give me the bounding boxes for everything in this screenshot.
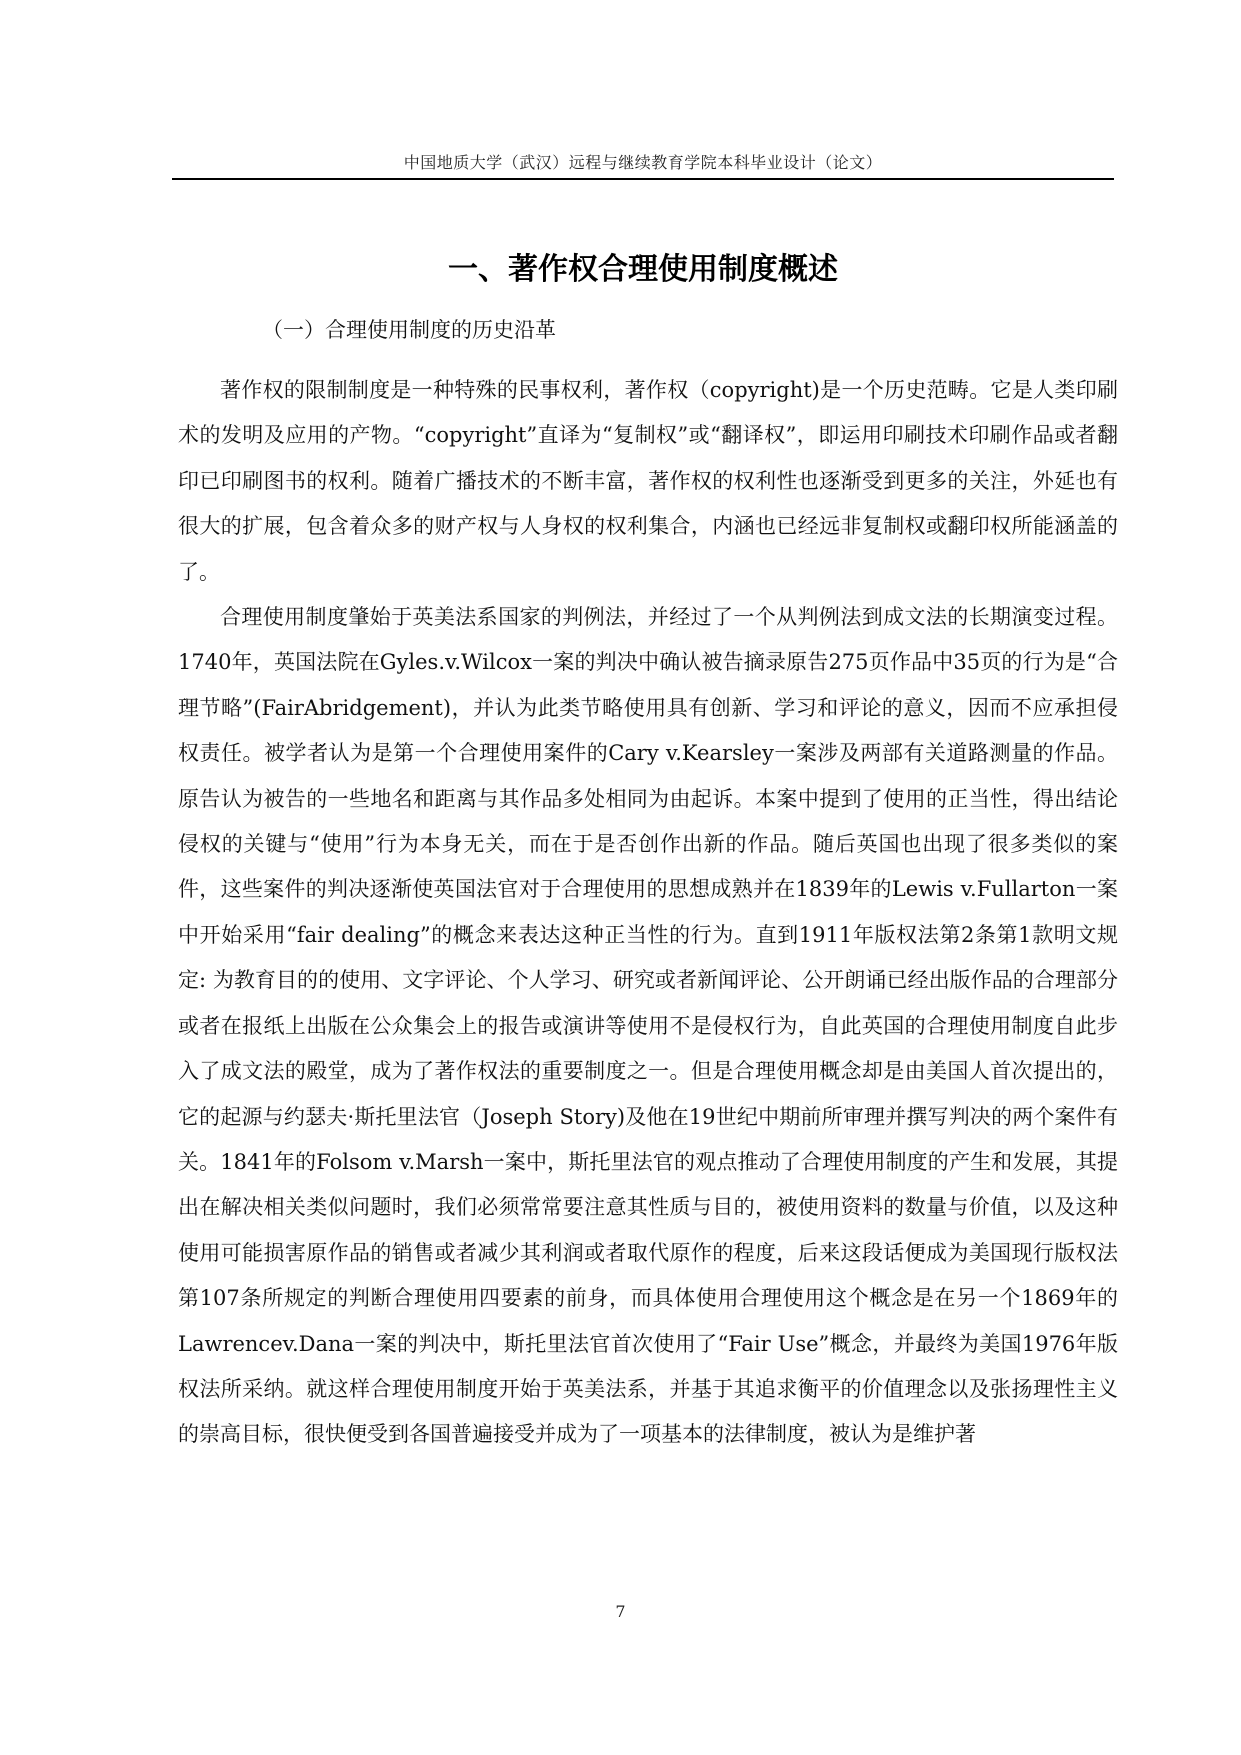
header-rule [172, 178, 1114, 180]
running-header: 中国地质大学（武汉）远程与继续教育学院本科毕业设计（论文） [403, 153, 883, 172]
chapter-title: 一、著作权合理使用制度概述 [448, 252, 838, 287]
section-heading: （一）合理使用制度的历史沿革 [262, 318, 556, 342]
paragraph: 合理使用制度肇始于英美法系国家的判例法，并经过了一个从判例法到成文法的长期演变过程。1740年，英国法院在Gyles.v.Wilcox一案的判决中确认被告摘录原告275页作品中35页的行为是“合理节略”(FairAbridgement)，并认为此类节略使用具有创新、学习和评论的意义，因而不应承担侵权责任。被学者认为是第一个合理使用案件的Cary v.Kearsley一案涉及两部有关道路测量的作品。原告认为被告的一些地名和距离与其作品多处相同为由起诉。本案中提到了使用的正当性，得出结论侵权的关键与“使用”行为本身无关，而在于是否创作出新的作品。随后英国也出现了很多类似的案件，这些案件的判决逐渐使英国法官对于合理使用的思想成熟并在1839年的Lewis v.Fullarton一案中开始采用“fair dealing”的概念来表达这种正当性的行为。直到1911年版权法第2条第1款明文规定: 为教育目的的使用、文字评论、个人学习、研究或者新闻评论、公开朗诵已经出版作品的合理部分或者在报纸上出版在公众集会上的报告或演讲等使用不是侵权行为，自此英国的合理使用制度自此步入了成文法的殿堂，成为了著作权法的重要制度之一。但是合理使用概念却是由美国人首次提出的，它的起源与约瑟夫·斯托里法官（Joseph Story)及他在19世纪中期前所审理并撰写判决的两个案件有关。1841年的Folsom v.Marsh一案中，斯托里法官的观点推动了合理使用制度的产生和发展，其提出在解决相关类似问题时，我们必须常常要注意其性质与目的，被使用资料的数量与价值，以及这种使用可能损害原作品的销售或者减少其利润或者取代原作的程度，后来这段话便成为美国现行版权法第107条所规定的判断合理使用四要素的前身，而具体使用合理使用这个概念是在另一个1869年的Lawrencev.Dana一案的判决中，斯托里法官首次使用了“Fair Use”概念，并最终为美国1976年版权法所采纳。就这样合理使用制度开始于英美法系，并基于其追求衡平的价值理念以及张扬理性主义的崇高目标，很快便受到各国普遍接受并成为了一项基本的法律制度，被认为是维护著 [178, 605, 1118, 1447]
body-text [178, 368, 1118, 1458]
page-number: 7 [615, 1602, 626, 1621]
paragraph: 著作权的限制制度是一种特殊的民事权利，著作权（copyright)是一个历史范畴。它是人类印刷术的发明及应用的产物。“copyright”直译为“复制权”或“翻译权”，即运用印刷技术印刷作品或者翻印已印刷图书的权利。随着广播技术的不断丰富，著作权的权利性也逐渐受到更多的关注，外延也有很大的扩展，包含着众多的财产权与人身权的权利集合，内涵也已经远非复制权或翻印权所能涵盖的了。 [178, 378, 1118, 584]
